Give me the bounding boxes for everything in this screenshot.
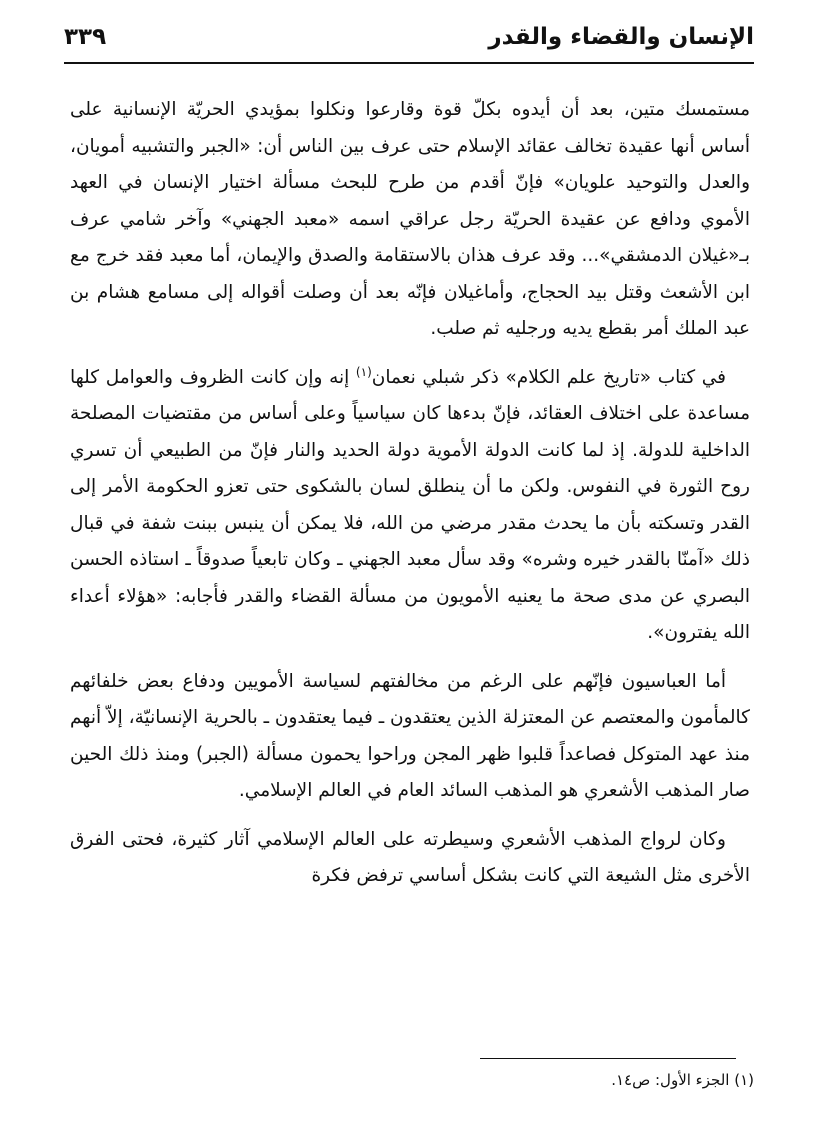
paragraph-2-rest: إنه وإن كانت الظروف والعوامل كلها مساعدة على اختلاف العقائد، فإنّ بدءها كان سياسياً وعلى أساس من مقتضيات المصلحة الداخلية للدولة. إذ لما كانت الدولة الأموية دولة الحديد والنار فإنّ من الطبيعي أن تسري روح الثورة في النفوس. ولكن ما أن ينطلق لسان بالشكوى حتى تعزو الحكومة الأمر إلى القدر وتسكته بأن ما يحدث مقدر مرضي من الله، فلا يمكن أن ينبس ببنت شفة في قبال ذلك «آمنّا بالقدر خيره وشره» وقد سأل معبد الجهني ـ وكان تابعياً صدوقاً ـ استاذه الحسن البصري عن مدى صحة ما يعنيه الأمويون من مسألة القضاء والقدر فأجابه: «هؤلاء أعداء الله يفترون». xyxy=(70,366,750,643)
paragraph-3: أما العباسيون فإنّهم على الرغم من مخالفتهم لسياسة الأمويين ودفاع بعض خلفائهم كالمأمون والمعتصم عن المعتزلة الذين يعتقدون ـ فيما يعتقدون ـ بالحرية الإنسانيّة، إلاّ أنهم منذ عهد المتوكل فصاعداً قلبوا ظهر المجن وراحوا يحمون مسألة (الجبر) ومنذ ذلك الحين صار المذهب الأشعري هو المذهب السائد العام في العالم الإسلامي. xyxy=(70,670,750,801)
paragraph-2-start: في كتاب «تاريخ علم الكلام» ذكر شبلي نعمان xyxy=(371,366,727,388)
footnote xyxy=(354,1068,754,1092)
page-number: ٣٣٩ xyxy=(64,24,107,50)
header-divider xyxy=(64,62,754,64)
footnote-reference[interactable]: (١) xyxy=(355,364,372,379)
paragraph-2 xyxy=(70,360,750,652)
footnote-text: الجزء الأول: ص١٤. xyxy=(611,1071,730,1089)
footnote-marker: (١) xyxy=(734,1071,754,1089)
running-header xyxy=(64,22,754,62)
paragraph-4: وكان لرواج المذهب الأشعري وسيطرته على العالم الإسلامي آثار كثيرة، فحتى الفرق الأخرى مثل الشيعة التي كانت بشكل أساسي ترفض فكرة xyxy=(70,828,750,886)
body-text xyxy=(70,92,750,907)
paragraph-1: مستمسك متين، بعد أن أيدوه بكلّ قوة وقارعوا ونكلوا بمؤيدي الحريّة الإنسانية على أساس أنها عقيدة تخالف عقائد الإسلام حتى عرف بين الناس أن: «الجبر والتشبيه أمويان، والعدل والتوحيد علويان» فإنّ أقدم من طرح للبحث مسألة اختيار الإنسان في العهد الأموي ودافع عن عقيدة الحريّة رجل عراقي اسمه «معبد الجهني» وآخر شامي عرف بـ«غيلان الدمشقي»... وقد عرف هذان بالاستقامة والصدق والإيمان، أما معبد فقد خرج مع ابن الأشعث وقتل بيد الحجاج، وأماغيلان فإنّه بعد أن وصلت أقواله إلى مسامع هشام بن عبد الملك أمر بقطع يديه ورجليه ثم صلب. xyxy=(70,99,750,339)
footnote-divider xyxy=(480,1058,736,1059)
running-header-title: الإنسان والقضاء والقدر xyxy=(488,24,754,50)
